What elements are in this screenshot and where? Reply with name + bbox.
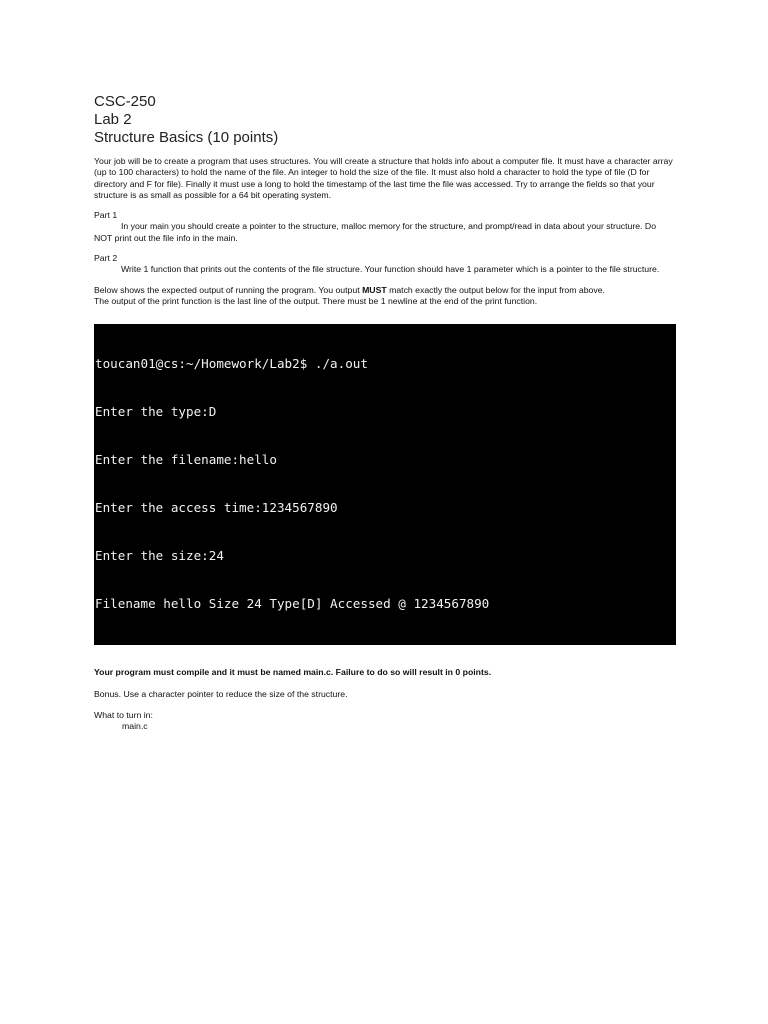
- terminal-line: Enter the size:24: [95, 548, 224, 564]
- part1-text-b: print out the file info in the main.: [112, 232, 238, 243]
- terminal-output: [94, 324, 676, 645]
- intro-paragraph: Your job will be to create a program that uses structures. You will create a structure that holds info about a computer file. It must have a character array (up to 100 characters) to hold the name of the file. An integer to hold the size of the file. It must also hold a character to hold the type of file (D for directory and F for file). Finally it must use a long to hold the timestamp of the last time the file was accessed. Try to arrange the fields so that your structure is as small as possible for a 64 bit operating system.: [94, 156, 673, 200]
- part1-text-a: In your main you should create a pointer to the structure, malloc memory for the structure, and prompt/read in data about your structure. Do: [121, 221, 657, 232]
- part2-paragraph: [94, 264, 676, 275]
- course-code: CSC-250: [94, 93, 156, 110]
- turnin-heading: What to turn in:: [94, 709, 153, 720]
- compile-notice: Your program must compile and it must be named main.c. Failure to do so will result in 0 points.: [94, 667, 492, 678]
- part2-text: Write 1 function that prints out the contents of the file structure. Your function should have 1 parameter which is a pointer to the file structure.: [121, 264, 660, 275]
- must-emphasis: MUST: [362, 284, 387, 295]
- document-page: [94, 93, 676, 732]
- expected-text-a: Below shows the expected output of running the program. You output: [94, 284, 363, 295]
- bonus-text: Bonus. Use a character pointer to reduce the size of the structure.: [94, 688, 348, 699]
- part2-heading: Part 2: [94, 253, 118, 264]
- terminal-line: Enter the filename:hello: [95, 452, 277, 468]
- part1-heading: Part 1: [94, 210, 118, 221]
- terminal-line: Enter the type:D: [95, 404, 217, 420]
- turnin-item: main.c: [122, 721, 148, 732]
- terminal-line: Enter the access time:1234567890: [95, 500, 338, 516]
- expected-text-c: The output of the print function is the last line of the output. There must be 1 newline at the end of the print function.: [94, 295, 538, 306]
- lab-number: Lab 2: [94, 111, 132, 128]
- terminal-line: Filename hello Size 24 Type[D] Accessed @ 1234567890: [95, 596, 490, 612]
- lab-title: Structure Basics (10 points): [94, 129, 279, 146]
- part1-emphasis: NOT: [94, 232, 113, 243]
- expected-text-b: match exactly the output below for the input from above.: [386, 284, 605, 295]
- terminal-line: toucan01@cs:~/Homework/Lab2$ ./a.out: [95, 356, 368, 372]
- part1-paragraph: [94, 221, 676, 244]
- expected-output-paragraph: [94, 285, 676, 308]
